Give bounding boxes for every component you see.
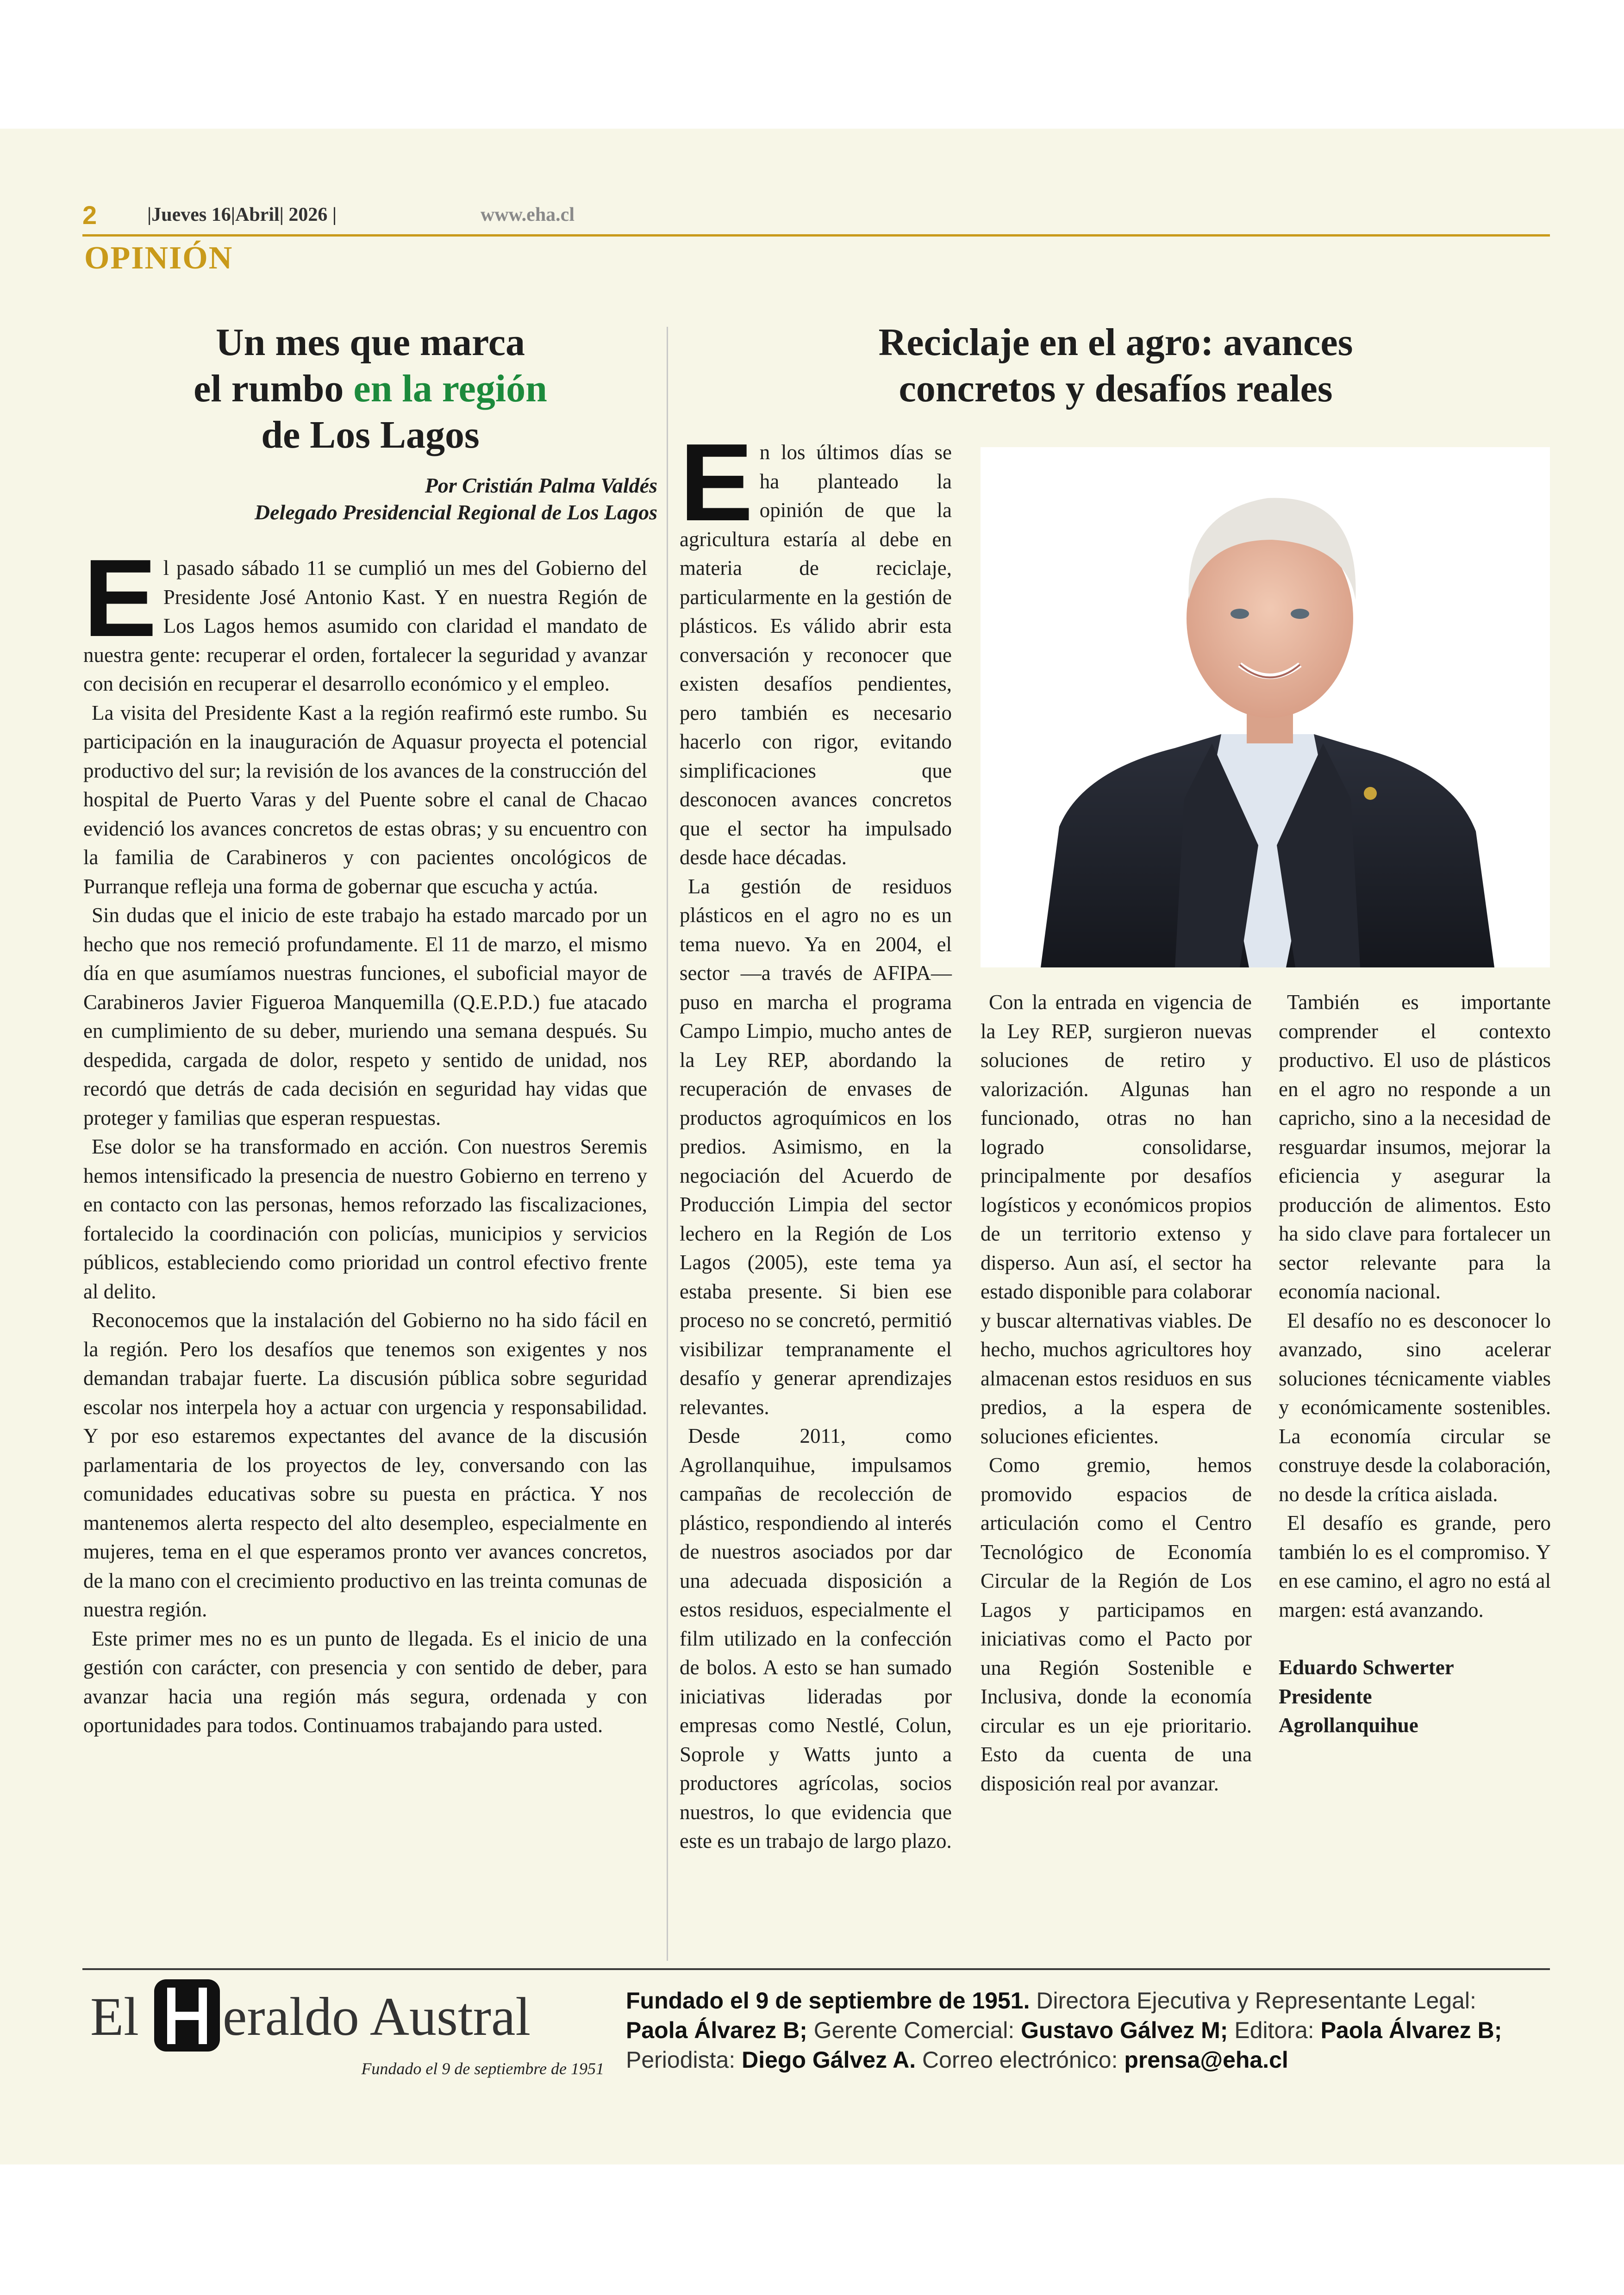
- article1-body: [83, 537, 647, 1740]
- article1-headline: [83, 319, 657, 458]
- signature-org: Agrollanquihue: [1279, 1714, 1418, 1737]
- article2-paragraph: La gestión de residuos plásticos en el agro no es un tema nuevo. Ya en 2004, el sector —a través de AFIPA— puso en marcha el programa Campo Limpio, mucho antes de la Ley REP, abordando la recuperación de envases de productos agroquímicos en los predios. Asimismo, en la negociación del Acuerdo de Producción Limpia del sector lechero en la Región de Los Lagos (2005), este tema ya estaba presente. Si bien ese proceso no se concretó, permitió visibilizar tempranamente el desafío y generar aprendizajes relevantes.: [680, 874, 952, 1419]
- logo-text-rest: eraldo Austral: [223, 1986, 531, 2047]
- article2-body-col2: [981, 988, 1252, 1798]
- article1-author: Por Cristián Palma Valdés: [425, 474, 657, 497]
- article2-paragraph: El desafío no es desconocer lo avanzado, sino acelerar soluciones técnicamente viables y económicamente sostenibles. La economía circular se construye desde la colaboración, no desde la crítica aislada.: [1279, 1309, 1551, 1506]
- masthead-subtitle: Fundado el 9 de septiembre de 1951: [361, 2059, 604, 2078]
- article1-paragraph: Ese dolor se ha transformado en acción. Con nuestros Seremis hemos intensificado la presencia de nuestro Gobierno en terreno y en contacto con las personas, hemos reforzado las fiscalizaciones, fortalecido la coordinación con policías, municipios y servicios públicos, estableciendo como prioridad un control efectivo frente al delito.: [83, 1135, 647, 1303]
- column-divider: [667, 327, 668, 1961]
- footer-rule: [82, 1968, 1550, 1970]
- manager-name: Gustavo Gálvez M;: [1021, 2017, 1228, 2043]
- article1-paragraph: El pasado sábado 11 se cumplió un mes del Gobierno del Presidente José Antonio Kast. Y en nuestra Región de Los Lagos hemos asumido con claridad el mandato de nuestra gente: recuperar el orden, fortalecer la seguridad y avanzar con decisión en recuperar el desarrollo económico y el empleo.: [83, 537, 647, 695]
- article1-paragraph: Este primer mes no es un punto de llegada. Es el inicio de una gestión con carácter, con presencia y con sentido de deber, para avanzar hacia una región más segura, ordenada y con oportunidades para todos. Continuamos trabajando para usted.: [83, 1627, 647, 1737]
- signature-name: Eduardo Schwerter: [1279, 1656, 1454, 1679]
- director-name: Paola Álvarez B;: [626, 2017, 807, 2043]
- article2-body-col1: [680, 421, 952, 1856]
- article1-title-line2b: en la región: [353, 367, 547, 410]
- credits-line2: Paola Álvarez B; Gerente Comercial: Gustavo Gálvez M; Editora: Paola Álvarez B;: [626, 2017, 1502, 2043]
- journalist-name: Diego Gálvez A.: [742, 2047, 916, 2073]
- article2-paragraph: Con la entrada en vigencia de la Ley REP, surgieron nuevas soluciones de retiro y valorización. Algunas han funcionado, otras no han logrado consolidarse, principalmente por desafíos logísticos y económicos propios de un territorio extenso y disperso. Aun así, el sector ha estado disponible para colaborar y buscar alternativas viables. De hecho, muchos agricultores hoy almacenan estos residuos en sus predios, a la espera de soluciones eficientes.: [981, 991, 1252, 1448]
- page-number: 2: [82, 200, 97, 230]
- issue-date: |Jueves 16|Abril| 2026 |: [147, 204, 337, 225]
- article2-headline: [685, 319, 1546, 412]
- contact-email[interactable]: prensa@eha.cl: [1124, 2047, 1288, 2073]
- article2-paragraph: El desafío es grande, pero también lo es el compromiso. Y en ese camino, el agro no está al margen: está avanzando.: [1279, 1511, 1551, 1621]
- section-title: OPINIÓN: [84, 240, 233, 276]
- website-link[interactable]: www.eha.cl: [481, 204, 575, 225]
- article1-author-role: Delegado Presidencial Regional de Los Lagos: [254, 500, 657, 524]
- article1-title-line1: Un mes que marca: [215, 321, 525, 364]
- author-portrait-photo: [981, 447, 1550, 967]
- article2-paragraph: También es importante comprender el contexto productivo. El uso de plásticos en el agro no responde a un capricho, sino a la necesidad de resguardar insumos, mejorar la eficiencia y asegurar la producción de alimentos. Esto ha sido clave para fortalecer un sector relevante para la economía nacional.: [1279, 991, 1551, 1303]
- article2-paragraph: Desde 2011, como Agrollanquihue, impulsamos campañas de recolección de plástico, respondiendo al interés de nuestros asociados por dar una adecuada disposición a estos residuos, especialmente el film utilizado en la confección de bolos. A esto se han sumado iniciativas lideradas por empresas como Nestlé, Colun, Soprole y Watts junto a productores agrícolas, socios nuestros, lo que evidencia que este es un trabajo de largo plazo.: [680, 1424, 952, 1852]
- publication-credits: [626, 1986, 1552, 2075]
- article1-drop-cap: E: [83, 537, 157, 660]
- logo-text-el: El: [90, 1986, 139, 2047]
- article1-byline: [83, 472, 657, 526]
- page-header: [82, 200, 1550, 233]
- article2-drop-cap: E: [680, 421, 753, 544]
- article2-paragraph: Como gremio, hemos promovido espacios de articulación como el Centro Tecnológico de Economía Circular de la Región de Los Lagos y participamos en iniciativas como el Pacto por una Región Sostenible e Inclusiva, donde la economía circular es un eje prioritario. Esto da cuenta de una disposición real por avanzar.: [981, 1453, 1252, 1795]
- article2-paragraph: En los últimos días se ha planteado la opinión de que la agricultura estaría al debe en materia de reciclaje, particularmente en la gestión de plásticos. Es válido abrir esta conversación y reconocer que existen desafíos pendientes, pero también es necesario hacerlo con rigor, evitando simplificaciones que desconocen avances concretos que el sector ha impulsado desde hace décadas.: [680, 421, 952, 869]
- article1-paragraph: Reconocemos que la instalación del Gobierno no ha sido fácil en la región. Pero los desafíos que tenemos son exigentes y nos demandan trabajar fuerte. La discusión pública sobre seguridad escolar nos interpela hoy a actuar con urgencia y responsabilidad. Y por eso estaremos expectantes del avance de la discusión parlamentaria de los proyectos de ley, conversando con las comunidades educativas sobre su puesta en práctica. Y nos mantenemos alerta respecto del alto desempleo, especialmente en mujeres, tema en el que esperamos pronto ver avances concretos, de la mano con el crecimiento productivo en las treinta comunas de nuestra región.: [83, 1309, 647, 1621]
- founded-text: Fundado el 9 de septiembre de 1951.: [626, 1988, 1030, 2014]
- newspaper-masthead: [90, 1976, 604, 2082]
- article2-body-col3: [1279, 988, 1551, 1740]
- signature-role: Presidente: [1279, 1684, 1372, 1708]
- editor-name: Paola Álvarez B;: [1320, 2017, 1502, 2043]
- credits-line1: Fundado el 9 de septiembre de 1951. Directora Ejecutiva y Representante Legal:: [626, 1988, 1476, 2014]
- portrait-illustration: [981, 447, 1550, 967]
- masthead-logo: [90, 1976, 604, 2054]
- article2-signature: [1279, 1653, 1551, 1740]
- article1-title-line2a: el rumbo: [194, 367, 354, 410]
- header-rule: [82, 234, 1550, 237]
- article1-paragraph: La visita del Presidente Kast a la región reafirmó este rumbo. Su participación en la inauguración de Aquasur proyecta el potencial productivo del sur; la revisión de los avances de la construcción del hospital de Puerto Varas y del Puente sobre el canal de Chacao evidenció los avances concretos de estas obras; y su encuentro con la familia de Carabineros y con pacientes oncológicos de Purranque refleja una forma de gobernar que escucha y actúa.: [83, 701, 647, 898]
- article2-title-line1: Reciclaje en el agro: avances: [878, 321, 1353, 364]
- article2-title-line2: concretos y desafíos reales: [899, 367, 1333, 410]
- credits-line3: Periodista: Diego Gálvez A. Correo electrónico: prensa@eha.cl: [626, 2047, 1288, 2073]
- article1-title-line3: de Los Lagos: [261, 413, 480, 456]
- article1-paragraph: Sin dudas que el inicio de este trabajo ha estado marcado por un hecho que nos remeció profundamente. El 11 de marzo, el mismo día en que asumíamos nuestras funciones, el suboficial mayor de Carabineros Javier Figueroa Manquemilla (Q.E.P.D.) fue atacado en cumplimiento de su deber, muriendo una semana después. Su despedida, cargada de dolor, respeto y sentido de unidad, nos recordó que detrás de cada decisión en seguridad hay vidas que proteger y familias que esperan respuestas.: [83, 904, 647, 1129]
